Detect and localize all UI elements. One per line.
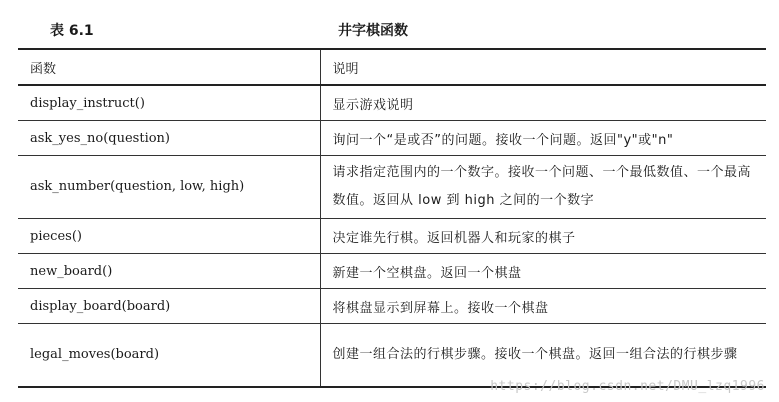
function-name: display_board(board) [18,289,320,324]
table-row [18,121,766,156]
function-description: 询问一个“是或否”的问题。接收一个问题。返回"y"或"n" [320,121,766,156]
table-row [18,324,766,388]
function-description: 新建一个空棋盘。返回一个棋盘 [320,254,766,289]
watermark-text: https://blog.csdn.net/DMU_lzq1996 [490,379,765,394]
table-row [18,254,766,289]
function-description: 创建一组合法的行棋步骤。接收一个棋盘。返回一组合法的行棋步骤 [320,324,766,388]
table-caption [0,18,779,42]
function-description: 请求指定范围内的一个数字。接收一个问题、一个最低数值、一个最高数值。返回从 low 到 high 之间的一个数字 [320,156,766,219]
table-row [18,289,766,324]
table-title: 井字棋函数 [338,23,408,39]
functions-table [18,48,766,388]
header-description: 说明 [320,49,766,85]
table-header-row [18,49,766,85]
header-function: 函数 [18,49,320,85]
function-name: pieces() [18,219,320,254]
function-description: 显示游戏说明 [320,85,766,121]
function-name: ask_number(question, low, high) [18,156,320,219]
function-description: 决定谁先行棋。返回机器人和玩家的棋子 [320,219,766,254]
function-name: ask_yes_no(question) [18,121,320,156]
function-description: 将棋盘显示到屏幕上。接收一个棋盘 [320,289,766,324]
function-name: new_board() [18,254,320,289]
function-name: legal_moves(board) [18,324,320,388]
table-number: 表 6.1 [50,23,94,39]
table-row [18,219,766,254]
table-row [18,156,766,219]
function-name: display_instruct() [18,85,320,121]
table-row [18,85,766,121]
